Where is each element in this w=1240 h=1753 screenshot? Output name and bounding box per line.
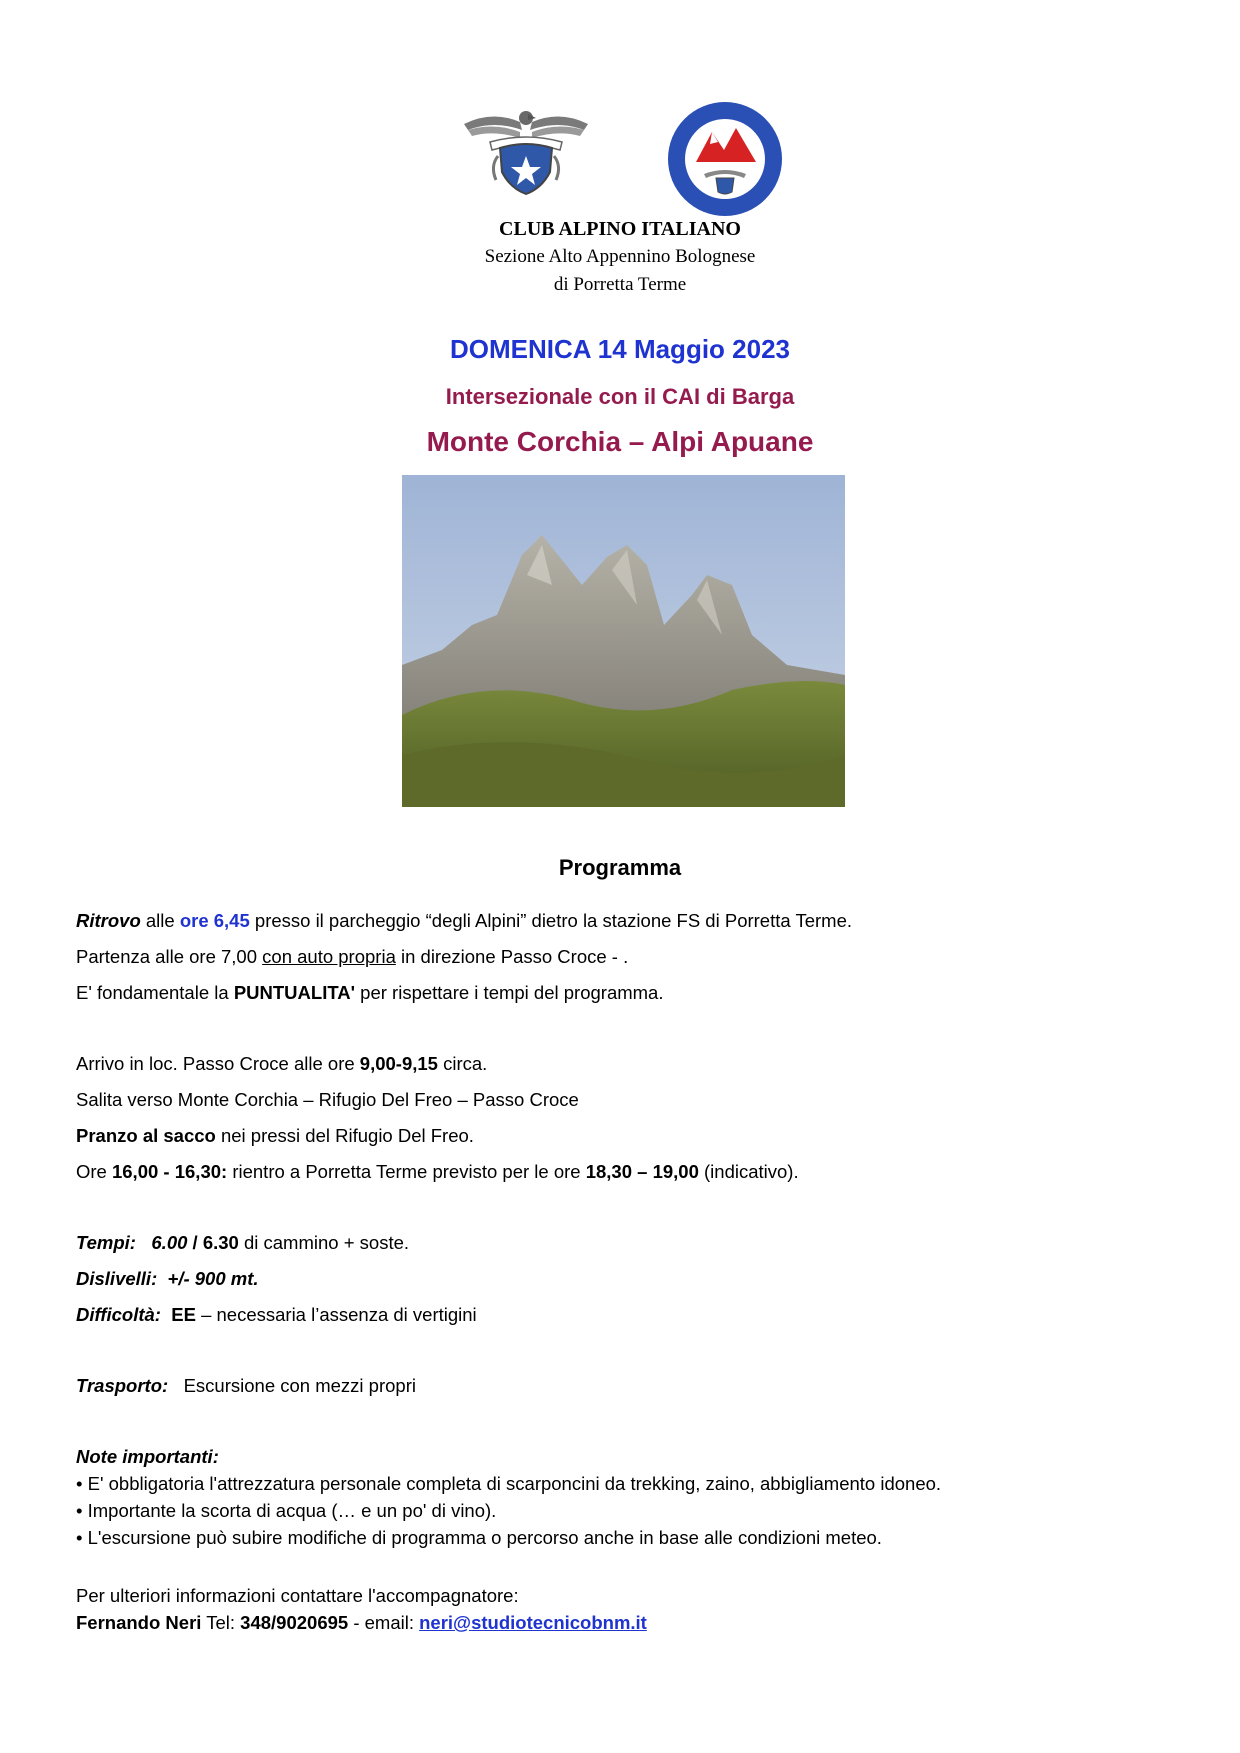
puntualita-pre: E' fondamentale la	[76, 982, 234, 1003]
notes-heading-text: Note importanti:	[76, 1446, 219, 1467]
line-pranzo	[76, 1125, 474, 1147]
line-tempi	[76, 1232, 409, 1254]
notes-heading	[76, 1446, 219, 1468]
contact-email-label: - email:	[348, 1612, 420, 1633]
pranzo-post: nei pressi del Rifugio Del Freo.	[215, 1125, 474, 1146]
line-trasporto	[76, 1375, 416, 1397]
line-partenza	[76, 946, 628, 968]
trasporto-label: Trasporto:	[76, 1375, 169, 1396]
program-heading: Programma	[558, 855, 682, 880]
tempi-value-italic: 6.00	[151, 1232, 188, 1253]
line-salita: Salita verso Monte Corchia – Rifugio Del Freo – Passo Croce	[76, 1089, 579, 1110]
contact-tel-label: Tel:	[201, 1612, 241, 1633]
trasporto-value: Escursione con mezzi propri	[183, 1375, 416, 1396]
event-date: DOMENICA 14 Maggio 2023	[449, 334, 790, 364]
puntualita-bold: PUNTUALITA'	[233, 982, 356, 1003]
event-subtitle: Intersezionale con il CAI di Barga	[445, 384, 795, 409]
line-puntualita	[76, 982, 664, 1004]
cai-eagle-logo	[462, 106, 590, 198]
difficolta-bold: EE	[171, 1304, 196, 1325]
difficolta-post: – necessaria l’assenza di vertigini	[195, 1304, 477, 1325]
rientro-bold2: 18,30 – 19,00	[585, 1161, 699, 1182]
dislivelli-value: +/- 900 mt.	[167, 1268, 259, 1289]
org-location: di Porretta Terme	[553, 274, 687, 295]
rientro-mid: rientro a Porretta Terme previsto per le ore	[227, 1161, 586, 1182]
contact-intro: Per ulteriori informazioni contattare l'accompagnatore:	[76, 1585, 519, 1606]
arrivo-post: circa.	[437, 1053, 488, 1074]
tempi-post: di cammino + soste.	[238, 1232, 410, 1253]
event-title: Monte Corchia – Alpi Apuane	[426, 426, 814, 457]
ritrovo-time: ore 6,45	[179, 910, 250, 931]
tempi-label: Tempi:	[76, 1232, 136, 1253]
contact-line	[76, 1612, 647, 1634]
ritrovo-label: Ritrovo	[76, 910, 141, 931]
org-name: CLUB ALPINO ITALIANO	[499, 218, 741, 240]
contact-name: Fernando Neri	[76, 1612, 202, 1633]
rientro-bold1: 16,00 - 16,30:	[111, 1161, 228, 1182]
contact-tel: 348/9020695	[240, 1612, 349, 1633]
rientro-post: (indicativo).	[698, 1161, 799, 1182]
tempi-value-bold: / 6.30	[187, 1232, 239, 1253]
partenza-post: in direzione Passo Croce - .	[395, 946, 629, 967]
logos-row	[0, 100, 1240, 210]
scuola-escursionismo-logo	[666, 100, 784, 218]
org-section: Sezione Alto Appennino Bolognese	[484, 246, 756, 267]
ritrovo-pre: alle	[140, 910, 180, 931]
note-item: • L'escursione può subire modifiche di programma o percorso anche in base alle condizioni meteo.	[76, 1527, 882, 1548]
rientro-pre: Ore	[76, 1161, 112, 1182]
note-item: • Importante la scorta di acqua (… e un po' di vino).	[76, 1500, 497, 1521]
line-rientro	[76, 1161, 799, 1183]
partenza-underline: con auto propria	[262, 946, 396, 967]
line-dislivelli	[76, 1268, 259, 1290]
puntualita-post: per rispettare i tempi del programma.	[355, 982, 664, 1003]
line-difficolta	[76, 1304, 477, 1326]
ritrovo-post: presso il parcheggio “degli Alpini” dietro la stazione FS di Porretta Terme.	[249, 910, 853, 931]
partenza-pre: Partenza alle ore 7,00	[76, 946, 263, 967]
note-item: • E' obbligatoria l'attrezzatura personale completa di scarponcini da trekking, zaino, abbigliamento idoneo.	[76, 1473, 942, 1494]
arrivo-bold: 9,00-9,15	[359, 1053, 438, 1074]
line-ritrovo	[76, 910, 852, 932]
contact-email-link[interactable]: neri@studiotecnicobnm.it	[419, 1612, 647, 1633]
line-arrivo	[76, 1053, 487, 1075]
mountain-photo	[402, 475, 845, 807]
pranzo-bold: Pranzo al sacco	[76, 1125, 216, 1146]
arrivo-pre: Arrivo in loc. Passo Croce alle ore	[76, 1053, 360, 1074]
dislivelli-label: Dislivelli:	[76, 1268, 158, 1289]
difficolta-label: Difficoltà:	[76, 1304, 161, 1325]
